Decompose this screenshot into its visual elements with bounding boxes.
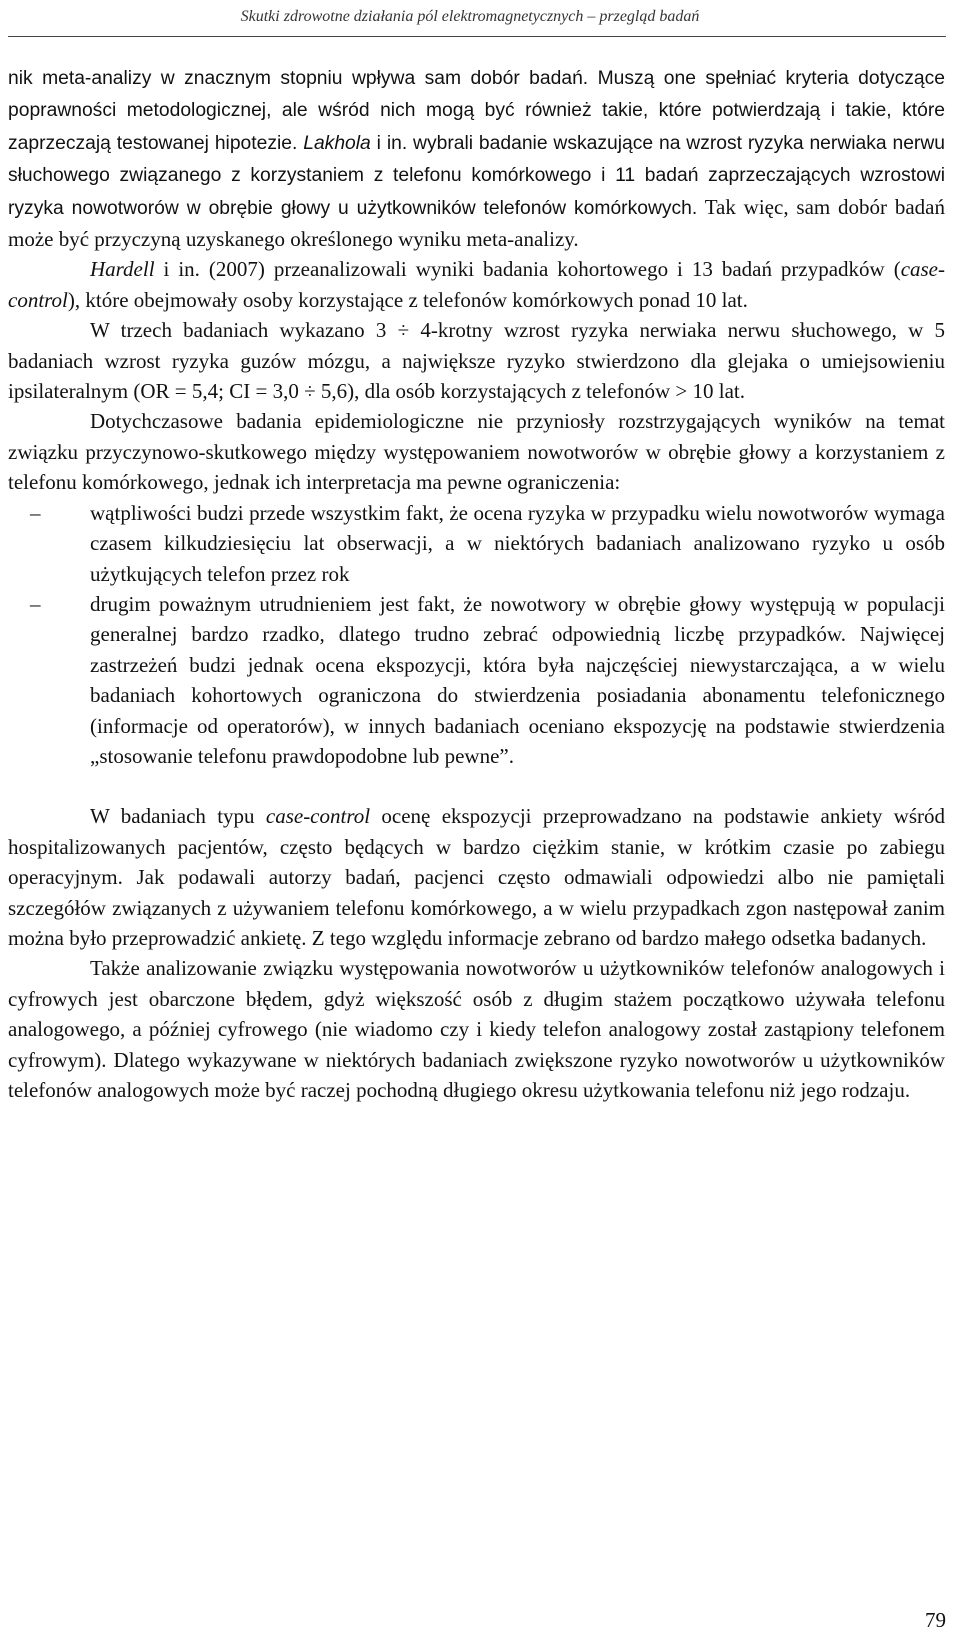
header-divider bbox=[8, 36, 946, 37]
paragraph-text: nik meta-analizy w znacznym stopniu wpływa sam dobór badań. Muszą one spełniać kryteria dotyczące poprawności metodologicznej, ale wśród nich mogą być również takie, które potwierdzają i takie, które zaprzeczają testowanej hipotezie. bbox=[8, 68, 945, 154]
limitation-text: wątpliwości budzi przede wszystkim fakt, że ocena ryzyka w przypadku wielu nowotworów wymaga czasem kilkudziesięciu lat obserwacji, a w niektórych badaniach analizowano ryzyko u osób użytkujących telefon przez rok bbox=[90, 500, 945, 586]
paragraph-text: ocenę ekspozycji przeprowadzano na podstawie ankiety wśród hospitalizowanych pacjentów, często będących w bardzo ciężkim stanie, w krótkim czasie po zabiegu operacyjnym. Jak podawali autorzy badań, pacjenci często odmawiali odpowiedzi albo nie pamiętali szczegółów związanych z używaniem telefonu komórkowego, a w wielu przypadkach zgon następował zanim można było przeprowadzić ankietę. Z tego względu informacje zebrano od bardzo małego odsetka badanych. bbox=[8, 804, 945, 950]
paragraph-meta-analysis bbox=[8, 62, 945, 254]
paragraph-text: W badaniach typu bbox=[90, 804, 266, 829]
study-type-term: case-control bbox=[265, 804, 371, 829]
paragraph-limitations: Dotychczasowe badania epidemiologiczne nie przyniosły rozstrzygających wyników na temat związku przyczynowo-skutkowego między występowaniem nowotworów w obrębie głowy a korzystaniem z telefonu komórkowego, jednak ich interpretacja ma pewne ograniczenia: bbox=[8, 409, 945, 495]
document-body bbox=[8, 62, 945, 1105]
limitation-text: drugim poważnym utrudnieniem jest fakt, że nowotwory w obrębie głowy występują w populacji generalnej bardzo rzadko, dlatego trudno zebrać odpowiednią liczbę przypadków. Najwięcej zastrzeżeń budzi jednak ocena ekspozycji, która była najczęściej niewystarczająca, a w wielu badaniach kohortowych ograniczona do stwierdzenia posiadania abonamentu telefonicznego (informacje od operatorów), w innych badaniach oceniano ekspozycję na podstawie stwierdzenia „stosowanie telefonu prawdopodobne lub pewne”. bbox=[90, 591, 945, 768]
paragraph-gap bbox=[8, 771, 945, 801]
paragraph-results: W trzech badaniach wykazano 3 ÷ 4-krotny wzrost ryzyka nerwiaka nerwu słuchowego, w 5 badaniach wzrost ryzyka guzów mózgu, a największe ryzyko stwierdzono dla glejaka o umiejsowieniu ipsilateralnym (OR = 5,4; CI = 3,0 ÷ 5,6), dla osób korzystających z telefonów > 10 lat. bbox=[8, 318, 945, 404]
limitation-item bbox=[8, 498, 945, 589]
author-name: Hardell bbox=[90, 257, 155, 282]
paragraph-text: Tak więc, sam dobór badań może być przyczyną uzyskanego określonego wyniku meta-analizy. bbox=[8, 194, 945, 252]
paragraph-hardell bbox=[8, 254, 945, 315]
paragraph-text: i in. (2007) przeanalizowali wyniki badania kohortowego i 13 badań przypadków ( bbox=[154, 257, 901, 282]
paragraph-case-control bbox=[8, 801, 945, 953]
study-type-term: case-control bbox=[8, 257, 945, 312]
paragraph-text: ), które obejmowały osoby korzystające z telefonów komórkowych ponad 10 lat. bbox=[67, 287, 748, 312]
dash-marker: – bbox=[30, 500, 41, 525]
author-name: Lakhola bbox=[303, 132, 371, 154]
dash-marker: – bbox=[30, 591, 41, 616]
running-header: Skutki zdrowotne działania pól elektromagnetycznych – przegląd badań bbox=[240, 8, 700, 25]
paragraph-text: i in. wybrali badanie wskazujące na wzrost ryzyka nerwiaka nerwu słuchowego związanego z korzystaniem z telefonu komórkowego i 11 badań zaprzeczających wzrostowi ryzyka nowotworów w obrębie głowy u użytkowników telefonów komórkowych. bbox=[8, 132, 946, 219]
limitation-item bbox=[8, 589, 945, 771]
paragraph-analog-digital: Także analizowanie związku występowania nowotworów u użytkowników telefonów analogowych i cyfrowych jest obarczone błędem, gdyż większość osób z długim stażem początkowo używała telefonu analogowego, a później cyfrowego (nie wiadomo czy i kiedy telefon analogowy został zastąpiony telefonem cyfrowym). Dlatego wykazywane w niektórych badaniach zwiększone ryzyko nowotworów u użytkowników telefonów analogowych może być raczej pochodną długiego okresu użytkowania telefonu niż jego rodzaju. bbox=[8, 956, 945, 1102]
page-number: 79 bbox=[925, 1608, 946, 1632]
